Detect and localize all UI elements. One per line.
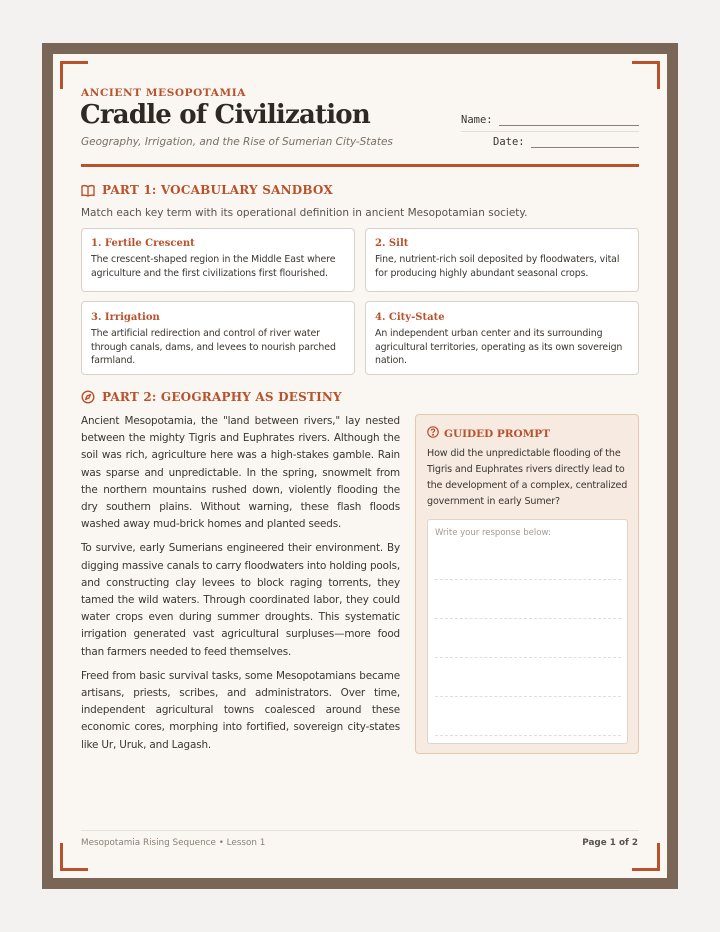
part1-heading [81, 183, 333, 197]
passage-paragraph: To survive, early Sumerians engineered their environment. By digging massive canals to carry floodwaters into holding pools, and constructing clay levees to block raging torrents, they tamed the wild waters. Through coordinated labor, they could water crops even during summer droughts. This systematic irrigation generated vast agricultural surpluses—more food than farmers needed to feed themselves. [81, 542, 400, 658]
vocab-definition: The crescent-shaped region in the Middle East where agriculture and the first civilizations first flourished. [91, 254, 336, 279]
writing-line [435, 696, 621, 697]
date-field[interactable] [493, 136, 639, 148]
page-title: Cradle of Civilization [80, 100, 370, 130]
name-field[interactable] [461, 114, 639, 126]
corner-ornament-top-right [632, 61, 660, 89]
writing-line [435, 618, 621, 619]
response-placeholder: Write your response below: [435, 528, 551, 538]
footer-rule [81, 830, 639, 831]
passage-paragraph: Ancient Mesopotamia, the "land between rivers," lay nested between the mighty Tigris and Euphrates rivers. Although the soil was rich, agriculture here was a high-stakes gamble. Rain was sparse and unpredictable. In the spring, snowmelt from the northern mountains rushed down, violently flooding the dry southern plains. Without warning, these flash floods washed away mud-brick homes and planted seeds. [81, 415, 400, 531]
footer-page-number: Page 1 of 2 [582, 838, 638, 848]
guided-prompt-heading [427, 426, 550, 441]
part2-heading-text: PART 2: GEOGRAPHY AS DESTINY [102, 390, 342, 404]
name-label: Name: [461, 114, 493, 126]
response-area[interactable] [427, 519, 628, 744]
reading-passage [81, 413, 400, 761]
vocab-card-irrigation [81, 301, 355, 375]
vocab-term: 1. Fertile Crescent [91, 238, 195, 249]
vocab-card-fertile-crescent [81, 228, 355, 292]
vocab-term: 2. Silt [375, 238, 409, 249]
corner-ornament-top-left [60, 61, 88, 89]
vocab-card-silt [365, 228, 639, 292]
footer-lesson: Mesopotamia Rising Sequence • Lesson 1 [81, 838, 266, 848]
vocab-definition: An independent urban center and its surrounding agricultural territories, operating as its own sovereign nation. [375, 328, 623, 366]
writing-line [435, 579, 621, 580]
vocab-term: 4. City-State [375, 312, 445, 323]
compass-icon [81, 390, 95, 404]
part2-heading [81, 390, 342, 404]
part1-heading-text: PART 1: VOCABULARY SANDBOX [102, 183, 333, 197]
question-circle-icon [427, 426, 439, 441]
name-line[interactable] [499, 114, 639, 126]
writing-line [435, 735, 621, 736]
guided-prompt-box [415, 414, 639, 754]
vocab-definition: Fine, nutrient-rich soil deposited by floodwaters, vital for producing highly abundant seasonal crops. [375, 254, 620, 279]
part1-instructions: Match each key term with its operational definition in ancient Mesopotamian society. [81, 207, 528, 219]
book-open-icon [81, 184, 95, 197]
writing-line [435, 657, 621, 658]
passage-paragraph: Freed from basic survival tasks, some Mesopotamians became artisans, priests, scribes, and administrators. Over time, independent agricultural towns coalesced around these economic cores, morphing into fortified, sovereign city-states like Ur, Uruk, and Lagash. [81, 669, 400, 751]
date-line[interactable] [531, 136, 639, 148]
page-subtitle: Geography, Irrigation, and the Rise of Sumerian City-States [81, 136, 393, 148]
meta-divider [461, 131, 639, 132]
guided-prompt-heading-text: GUIDED PROMPT [444, 427, 551, 440]
vocab-term: 3. Irrigation [91, 312, 160, 323]
eyebrow-label: ANCIENT MESOPOTAMIA [81, 87, 246, 99]
vocab-card-city-state [365, 301, 639, 375]
vocab-definition: The artificial redirection and control of river water through canals, dams, and levees to nourish parched farmland. [91, 328, 336, 366]
guided-prompt-question: How did the unpredictable flooding of the Tigris and Euphrates rivers directly lead to the development of a complex, centralized government in early Sumer? [427, 448, 628, 507]
date-label: Date: [493, 136, 525, 148]
header-rule [81, 164, 639, 167]
